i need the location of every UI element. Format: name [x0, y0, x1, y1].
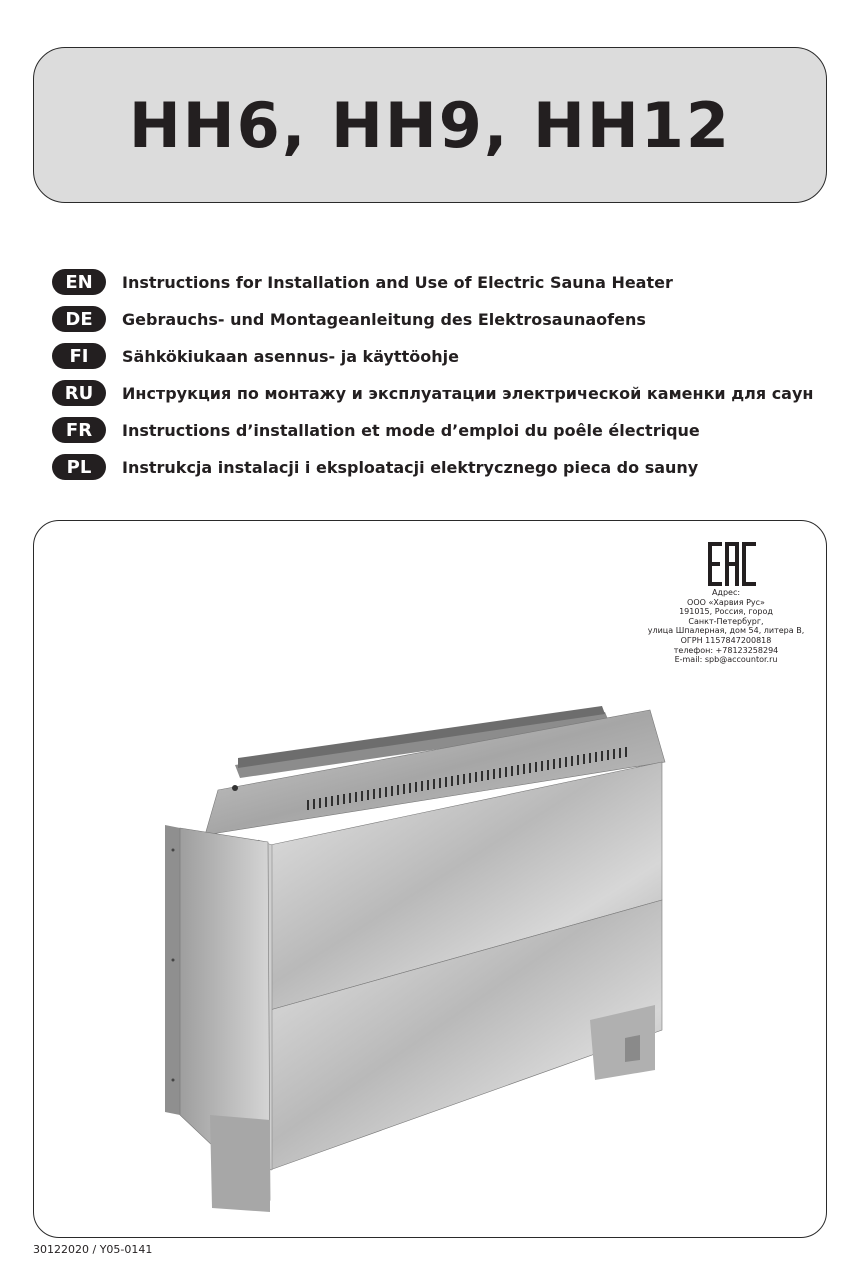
language-title-fr: Instructions d’installation et mode d’emploi du poêle électrique	[122, 420, 700, 440]
language-row-ru	[52, 378, 832, 408]
language-badge-en: EN	[52, 269, 106, 295]
address-line: 191015, Россия, город	[679, 607, 773, 617]
sauna-heater-image	[150, 700, 670, 1220]
address-line: улица Шпалерная, дом 54, литера В,	[647, 626, 805, 636]
language-row-en	[52, 267, 832, 297]
address-line: телефон: +78123258294	[673, 645, 779, 655]
language-title-pl: Instrukcja instalacji i eksploatacji elektrycznego pieca do sauny	[122, 457, 699, 477]
address-line: Санкт-Петербург,	[688, 616, 764, 626]
language-title-de: Gebrauchs- und Montageanleitung des Elektrosaunaofens	[122, 309, 646, 329]
address-line: Адрес:	[711, 588, 741, 597]
address-line: ОГРН 1157847200818	[680, 635, 772, 645]
title-box	[33, 47, 827, 203]
language-badge-pl: PL	[52, 454, 106, 480]
page-title: HH6, HH9, HH12	[128, 88, 732, 162]
language-badge-fi: FI	[52, 343, 106, 369]
language-row-pl	[52, 452, 832, 482]
language-row-fr	[52, 415, 832, 445]
document-code: 30122020 / Y05-0141	[33, 1243, 153, 1256]
manufacturer-address	[636, 588, 816, 665]
language-title-en: Instructions for Installation and Use of Electric Sauna Heater	[122, 272, 673, 292]
address-line: ООО «Харвия Рус»	[687, 597, 765, 607]
language-badge-de: DE	[52, 306, 106, 332]
language-title-ru: Инструкция по монтажу и эксплуатации электрической каменки для саун	[122, 383, 814, 403]
eac-certification-mark	[706, 540, 758, 588]
address-line: E-mail: spb@accountor.ru	[674, 655, 778, 665]
language-badge-ru: RU	[52, 380, 106, 406]
language-title-fi: Sähkökiukaan asennus- ja käyttöohje	[122, 346, 459, 366]
language-row-de	[52, 304, 832, 334]
language-row-fi	[52, 341, 832, 371]
language-badge-fr: FR	[52, 417, 106, 443]
